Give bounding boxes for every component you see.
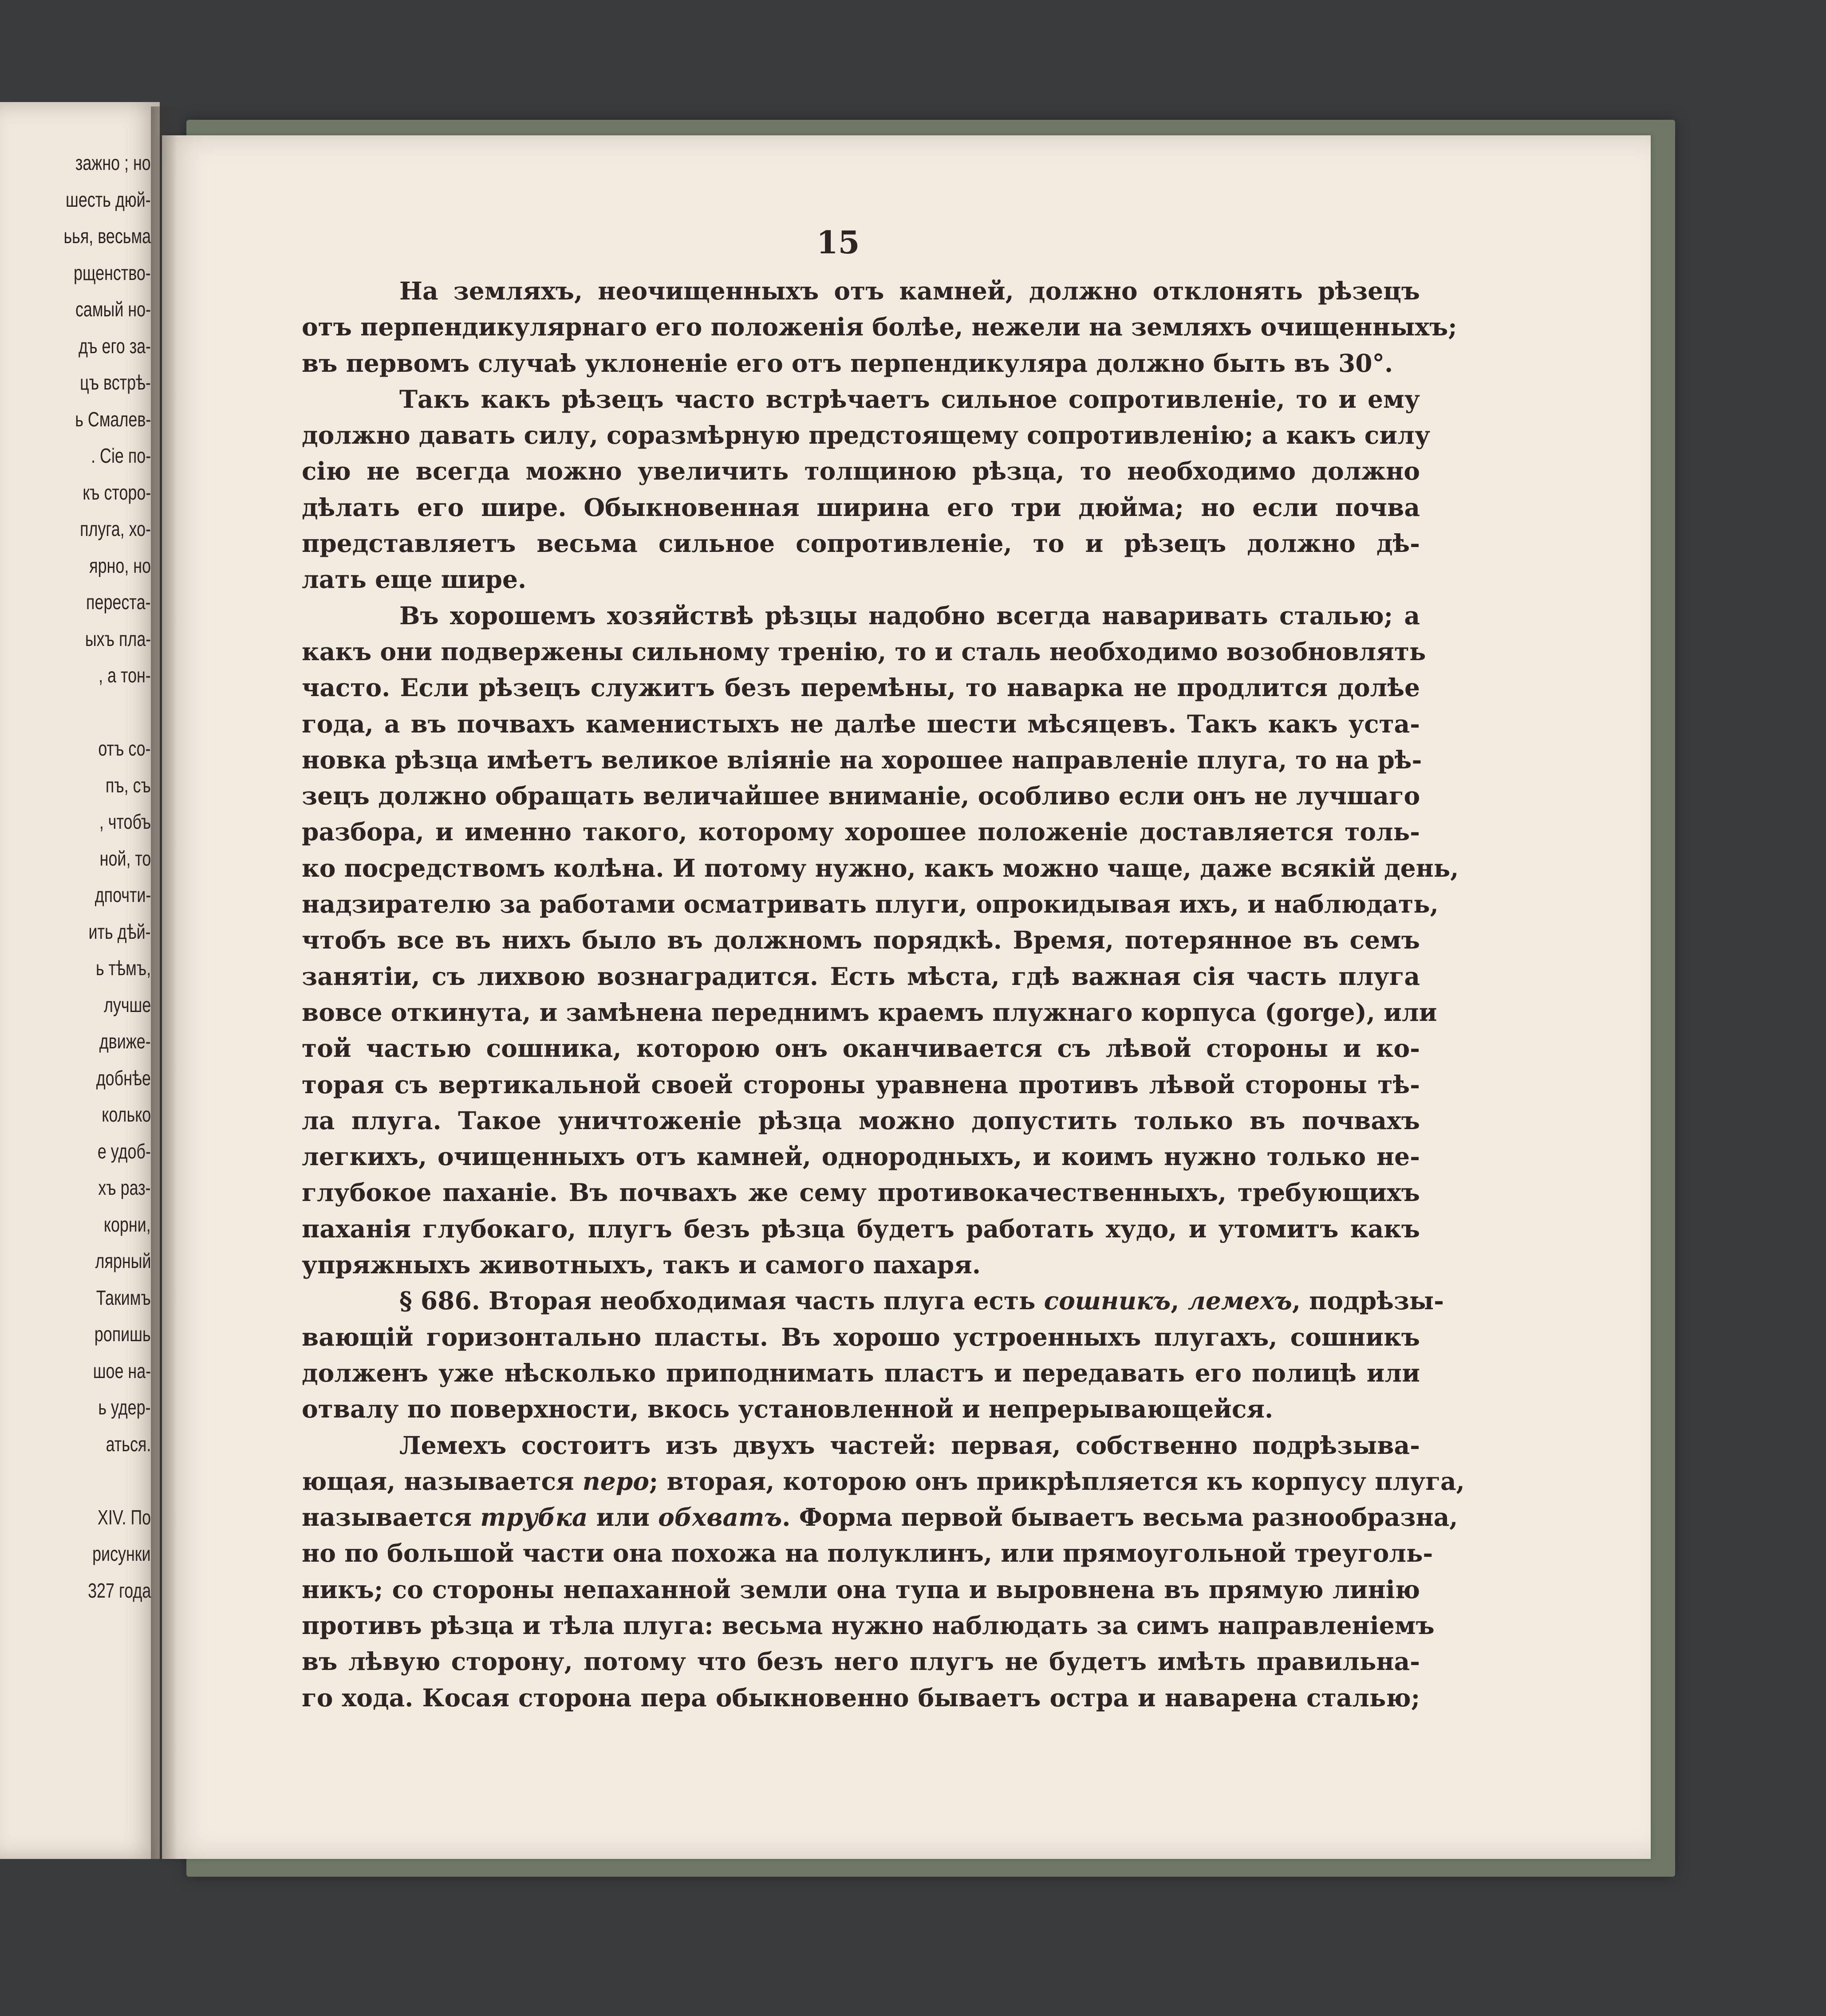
- text-line: чтобъ все въ нихъ было въ должномъ порядкѣ. Время, потерянное въ семъ: [302, 925, 1420, 955]
- left-page-text-fragment: шесть дюй-: [66, 188, 151, 211]
- page-number: 15: [816, 224, 860, 261]
- text-line: противъ рѣзца и тѣла плуга: весьма нужно наблюдать за симъ направленіемъ: [302, 1610, 1435, 1640]
- left-page-text-fragment: къ сторо-: [83, 480, 151, 504]
- text-line: го хода. Косая сторона пера обыкновенно бываетъ остра и наварена сталью;: [302, 1683, 1420, 1712]
- left-page-text-fragment: дъ его за-: [78, 334, 151, 358]
- text-line: долженъ уже нѣсколько приподнимать пластъ и передавать его полицѣ или: [302, 1358, 1420, 1387]
- left-page-text-fragment: аться.: [106, 1432, 151, 1456]
- text-line: паханія глубокаго, плугъ безъ рѣзца будетъ работать худо, и утомитъ какъ: [302, 1214, 1420, 1243]
- left-page-text-fragment: ь Смалев-: [75, 407, 151, 431]
- body-text: [302, 273, 1465, 1716]
- left-page-text-fragment: зажно ; но: [75, 151, 151, 174]
- left-page-text-fragment: добнѣе: [96, 1066, 151, 1090]
- text-line: представляетъ весьма сильное сопротивленіе, то и рѣзецъ должно дѣ-: [302, 529, 1420, 558]
- left-page-text-fragment: ропишь: [95, 1323, 151, 1346]
- left-page-text-fragment: дпочти-: [95, 883, 151, 906]
- text-line: въ первомъ случаѣ уклоненіе его отъ перпендикуляра должно быть въ 30°.: [302, 348, 1393, 378]
- left-page-text-fragment: колько: [102, 1103, 151, 1126]
- left-page-text-fragment: ьья, весьма: [63, 224, 151, 248]
- left-page-text-fragment: шое на-: [93, 1359, 151, 1382]
- left-page-text-fragment: ыхъ пла-: [85, 627, 151, 650]
- text-line: отъ перпендикулярнаго его положенія болѣе, нежели на земляхъ очищенныхъ;: [302, 312, 1457, 342]
- text-line: той частью сошника, которою онъ оканчивается съ лѣвой стороны и ко-: [302, 1034, 1420, 1063]
- text-line: зецъ должно обращать величайшее вниманіе, особливо если онъ не лучшаго: [302, 781, 1420, 811]
- text-line: На земляхъ, неочищенныхъ отъ камней, должно отклонять рѣзецъ: [399, 276, 1420, 305]
- left-page: [0, 102, 160, 1859]
- left-page-text-fragment: плуга, хо-: [80, 517, 151, 540]
- text-line: дѣлать его шире. Обыкновенная ширина его три дюйма; но если почва: [302, 492, 1420, 522]
- text-line: ко посредствомъ колѣна. И потому нужно, какъ можно чаще, даже всякій день,: [302, 853, 1459, 882]
- text-line: сію не всегда можно увеличить толщиною рѣзца, то необходимо должно: [302, 457, 1420, 486]
- text-line: разбора, и именно такого, которому хорошее положеніе доставляется толь-: [302, 817, 1420, 847]
- left-page-text-fragment: лярный: [95, 1249, 151, 1272]
- text-line: но по большой части она похожа на полуклинъ, или прямоугольной треуголь-: [302, 1539, 1433, 1568]
- text-line: ла плуга. Такое уничтоженіе рѣзца можно допустить только въ почвахъ: [302, 1106, 1420, 1135]
- text-line: торая съ вертикальной своей стороны уравнена противъ лѣвой стороны тѣ-: [302, 1070, 1420, 1099]
- text-line: никъ; со стороны непаханной земли она тупа и выровнена въ прямую линію: [302, 1575, 1420, 1604]
- text-line: какъ они подвержены сильному тренію, то и сталь необходимо возобновлять: [302, 637, 1426, 666]
- left-page-text-fragment: движе-: [99, 1030, 151, 1053]
- text-line: лать еще шире.: [302, 565, 527, 594]
- left-page-text-fragment: отъ со-: [98, 737, 151, 760]
- text-line: занятіи, съ лихвою вознаградится. Есть мѣста, гдѣ важная сія часть плуга: [302, 961, 1420, 991]
- left-page-text-fragment: , чтобъ: [99, 810, 151, 833]
- text-line: легкихъ, очищенныхъ отъ камней, однородныхъ, и коимъ нужно только не-: [302, 1142, 1420, 1171]
- text-line: Такъ какъ рѣзецъ часто встрѣчаетъ сильное сопротивленіе, то и ему: [399, 384, 1420, 413]
- left-page-text-fragment: 327 года: [87, 1579, 151, 1602]
- left-page-text-fragment: хъ раз-: [98, 1176, 151, 1199]
- text-line: Въ хорошемъ хозяйствѣ рѣзцы надобно всегда наваривать сталью; а: [399, 601, 1420, 630]
- left-page-text-fragment: перестa-: [86, 591, 151, 614]
- left-page-text-fragment: ить дѣй-: [88, 920, 151, 943]
- text-line: отвалу по поверхности, вкось установленной и непрерывающейся.: [302, 1394, 1274, 1424]
- left-page-text-fragment: самый но-: [75, 298, 151, 321]
- left-page-text-fragment: рщенство-: [74, 261, 151, 284]
- left-page-text-fragment: XIV. По: [97, 1505, 151, 1529]
- text-line: глубокое паханіе. Въ почвахъ же сему противокачественныхъ, требующихъ: [302, 1178, 1420, 1207]
- left-page-text-fragment: , а тон-: [99, 664, 151, 687]
- text-line: новка рѣзца имѣетъ великое вліяніе на хорошее направленіе плуга, то на рѣ-: [302, 745, 1422, 774]
- left-page-text-fragment: рисунки: [92, 1542, 151, 1565]
- left-page-text-fragment: пъ, съ: [105, 773, 151, 797]
- text-line: называется трубка или обхватъ. Форма первой бываетъ весьма разнообразна,: [302, 1503, 1458, 1532]
- left-page-text-fragment: ь удер-: [98, 1396, 151, 1419]
- text-line: Лемехъ состоитъ изъ двухъ частей: первая, собственно подрѣзыва-: [399, 1430, 1420, 1460]
- text-line: въ лѣвую сторону, потому что безъ него плугъ не будетъ имѣть правильна-: [302, 1647, 1420, 1676]
- text-line: вающій горизонтально пласты. Въ хорошо устроенныхъ плугахъ, сошникъ: [302, 1322, 1420, 1351]
- text-line: надзирателю за работами осматривать плуги, опрокидывая ихъ, и наблюдать,: [302, 890, 1439, 919]
- book-gutter: [151, 106, 177, 1859]
- text-line: ющая, называется перо; вторая, которою онъ прикрѣпляется къ корпусу плуга,: [302, 1466, 1465, 1496]
- left-page-text-fragment: корни,: [104, 1213, 151, 1236]
- left-page-text-fragment: е удоб-: [97, 1139, 151, 1163]
- left-page-text-fragment: Такимъ: [96, 1286, 151, 1309]
- text-line: упряжныхъ животныхъ, такъ и самого пахаря.: [302, 1250, 981, 1280]
- text-line: часто. Если рѣзецъ служитъ безъ перемѣны, то наварка не продлится долѣе: [302, 673, 1420, 702]
- left-page-text-fragment: лучше: [103, 993, 151, 1016]
- left-page-text-fragment: цъ встрѣ-: [80, 371, 151, 394]
- text-line: должно давать силу, соразмѣрную предстоящему сопротивленію; а какъ силу: [302, 421, 1431, 450]
- left-page-text-fragment: ь тѣмъ,: [95, 957, 151, 980]
- left-page-text-fragment: . Сіе по-: [91, 444, 151, 467]
- left-page-text-fragment: ной, то: [99, 847, 151, 870]
- text-line: § 686. Вторая необходимая часть плуга есть сошникъ, лемехъ, подрѣзы-: [399, 1286, 1444, 1315]
- left-page-text-fragment: ярно, но: [89, 554, 151, 577]
- text-line: вовсе откинута, и замѣнена переднимъ краемъ плужнаго корпуса (gorge), или: [302, 997, 1437, 1027]
- text-line: года, а въ почвахъ каменистыхъ не далѣе шести мѣсяцевъ. Такъ какъ уста-: [302, 709, 1420, 738]
